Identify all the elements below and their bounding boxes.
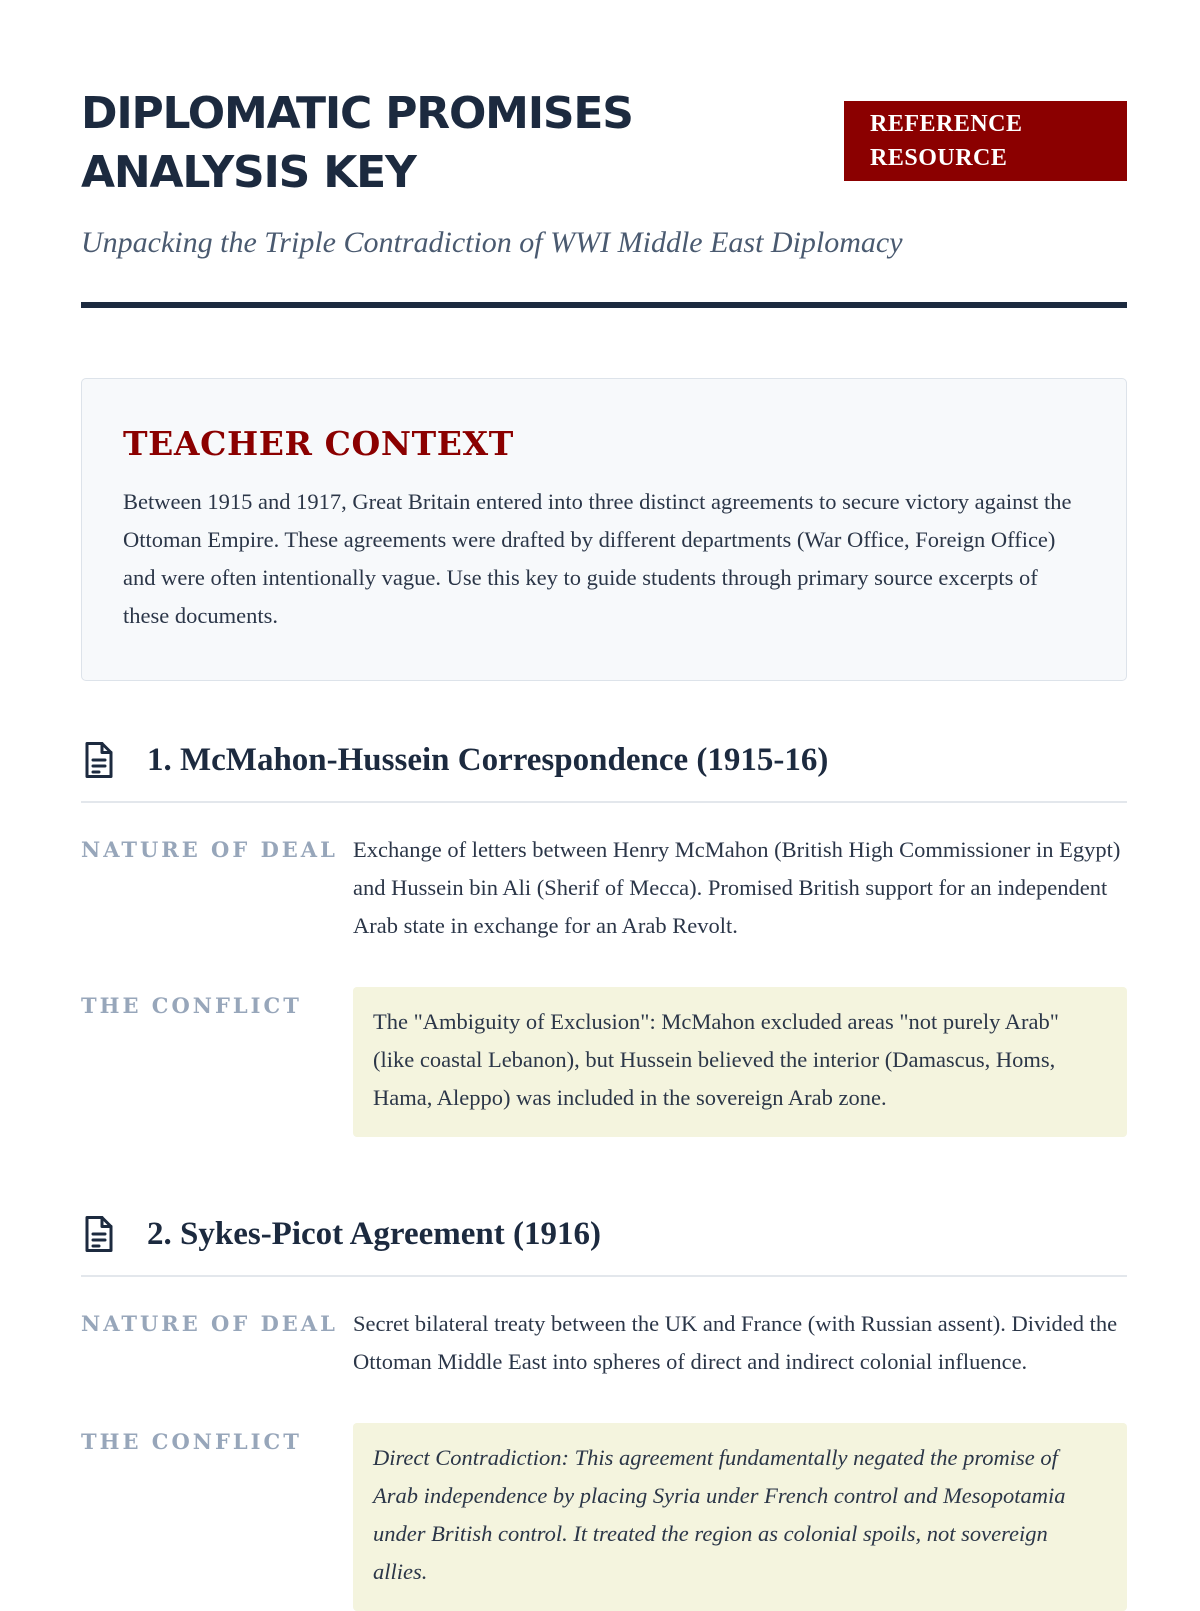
nature-label: NATURE OF DEAL bbox=[81, 1311, 338, 1336]
section-header bbox=[81, 1211, 1127, 1277]
nature-row bbox=[81, 1305, 1127, 1381]
conflict-text: The "Ambiguity of Exclusion": McMahon excluded areas "not purely Arab" (like coastal Lebanon), but Hussein believed the interior (Damascus, Homs, Hama, Aleppo) was included in the sovereign Arab zone. bbox=[353, 987, 1127, 1137]
section-title: 1. McMahon-Hussein Correspondence (1915-16) bbox=[147, 742, 829, 778]
section-header bbox=[81, 737, 1127, 803]
section-title: 2. Sykes-Picot Agreement (1916) bbox=[147, 1216, 601, 1252]
teacher-context-heading: TEACHER CONTEXT bbox=[123, 424, 514, 463]
teacher-context-box bbox=[81, 378, 1127, 681]
nature-text: Secret bilateral treaty between the UK and France (with Russian assent). Divided the Ottoman Middle East into spheres of direct and indirect colonial influence. bbox=[353, 1311, 1118, 1374]
document-icon bbox=[81, 1214, 117, 1254]
conflict-label: THE CONFLICT bbox=[81, 993, 302, 1018]
nature-row bbox=[81, 831, 1127, 945]
page-title: DIPLOMATIC PROMISES ANALYSIS KEY bbox=[81, 88, 633, 198]
section-sykes-picot bbox=[81, 1211, 1127, 1611]
conflict-row bbox=[81, 987, 1127, 1137]
document-icon bbox=[81, 740, 117, 780]
conflict-row bbox=[81, 1423, 1127, 1611]
page-subtitle: Unpacking the Triple Contradiction of WWI Middle East Diplomacy bbox=[81, 226, 903, 259]
reference-badge: REFERENCE RESOURCE bbox=[844, 101, 1127, 181]
conflict-text: Direct Contradiction: This agreement fundamentally negated the promise of Arab independence by placing Syria under French control and Mesopotamia under British control. It treated the region as colonial spoils, not sovereign allies. bbox=[353, 1423, 1127, 1611]
section-mcmahon-hussein bbox=[81, 737, 1127, 1137]
document-header bbox=[81, 0, 1127, 308]
teacher-context-text: Between 1915 and 1917, Great Britain entered into three distinct agreements to secure victory against the Ottoman Empire. These agreements were drafted by different departments (War Office, Foreign Office) and were often intentionally vague. Use this key to guide students through primary source excerpts of these documents. bbox=[123, 489, 1072, 628]
nature-label: NATURE OF DEAL bbox=[81, 837, 338, 862]
page bbox=[81, 0, 1127, 1611]
nature-text: Exchange of letters between Henry McMahon (British High Commissioner in Egypt) and Hussein bin Ali (Sherif of Mecca). Promised British support for an independent Arab state in exchange for an Arab Revolt. bbox=[353, 837, 1121, 938]
conflict-label: THE CONFLICT bbox=[81, 1429, 302, 1454]
